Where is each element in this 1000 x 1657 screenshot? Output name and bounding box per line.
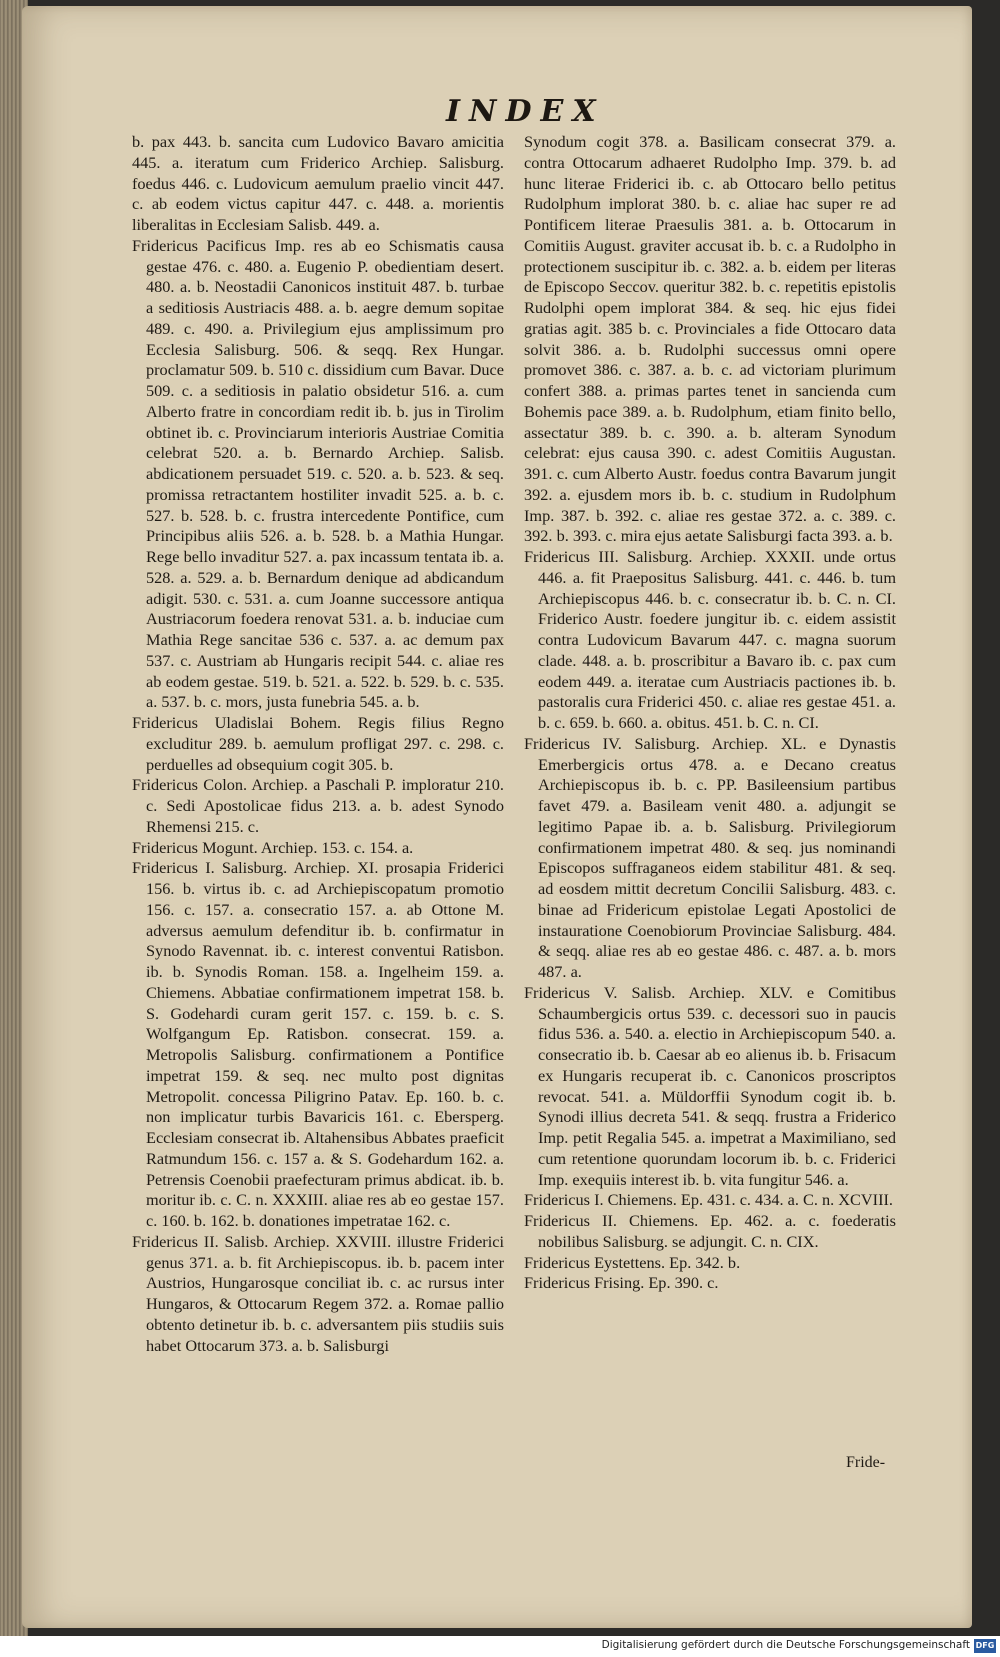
digitization-footer	[0, 1636, 1000, 1657]
catchword: Fride-	[846, 1454, 886, 1471]
index-entry: Fridericus IV. Salisburg. Archiep. XL. e Dynastis Emerbergicis ortus 478. a. e Decano creatus Archiepiscopus ib. b. c. PP. Basileensium partibus favet 479. a. Basileam venit 480. a. adjungit se legitimo Papae ib. a. b. Salisburg. Privilegiorum confirmationem impetrat 480. & seq. jus nominandi Episcopos suffraganeos eidem stabilitur 481. & seq. ad eosdem mittit decretum Concilii Salisburg. 483. c. binae ad Fridericum epistolae Legati Apostolici de instauratione Coenobiorum Provinciae Salisburg. 484. & seqq. aliae res ab eo gestae 486. c. 487. a. b. mors 487. a.	[524, 733, 896, 981]
index-entry: Fridericus II. Chiemens. Ep. 462. a. c. foederatis nobilibus Salisburg. se adjungit. C. n. CIX.	[524, 1211, 896, 1251]
index-entry: Fridericus Pacificus Imp. res ab eo Schismatis causa gestae 476. c. 480. a. Eugenio P. obedientiam desert. 480. a. b. Neostadii Canonicos instituit 487. b. turbae a seditiosis Austriacis 488. a. b. aegre demum sopitae 489. c. 490. a. Privilegium ejus amplissimum pro Ecclesia Salisburg. 506. & seqq. Rex Hungar. proclamatur 509. b. 510 c. dissidium cum Bavar. Duce 509. c. a seditiosis in palatio obsidetur 516. a. cum Alberto fratre in concordiam redit ib. b. jus in Tirolim obtinet ib. c. Provinciarum interioris Austriae Comitia celebrat 520. a. b. Bernardo Archiep. Salisb. abdicationem persuadet 519. c. 520. a. b. 523. & seq. promissa retractantem hostiliter invadit 525. a. b. c. 527. b. 528. b. c. frustra intercedente Pontifice, cum Principibus aliis 526. a. b. 528. b. a Mathia Hungar. Rege bello invaditur 527. a. pax incassum tentata ib. a. 528. a. 529. a. b. Bernardum denique ad abdicandum adigit. 530. c. 531. a. cum Joanne successore antiqua Austriacorum foedera renovat 531. a. b. induciae cum Mathia Rege sancitae 536 c. 537. a. ac demum pax 537. c. Austriam ab Hungaris recipit 544. c. aliae res ab eodem gestae. 519. b. 521. a. 522. b. 529. b. c. 535. a. 537. b. c. mors, justa funebria 545. a. b.	[132, 235, 504, 712]
index-entry: Fridericus Eystettens. Ep. 342. b.	[524, 1252, 741, 1272]
index-entry: Fridericus II. Salisb. Archiep. XXVIII. illustre Friderici genus 371. a. b. fit Archiepiscopus. ib. b. pacem inter Austrios, Hungarosque conciliat ib. c. ac rursus inter Hungaros, & Ottocarum Regem 372. a. Romae pallio obtento detinetur ib. b. c. adversantem piis studiis suis habet Ottocarum 373. a. b. Salisburgi	[132, 1231, 504, 1355]
index-entry: Fridericus Frising. Ep. 390. c.	[524, 1273, 719, 1293]
index-entry: Fridericus I. Chiemens. Ep. 431. c. 434. a. C. n. XCVIII.	[524, 1190, 893, 1210]
index-entry: Fridericus Mogunt. Archiep. 153. c. 154. a.	[132, 837, 414, 857]
index-entry: Fridericus Uladislai Bohem. Regis filius Regno excluditur 289. b. aemulum profligat 297. c. 298. c. perduelles ad obsequium cogit 305. b.	[132, 713, 504, 774]
footer-credit: Digitalisierung gefördert durch die Deutsche Forschungsgemeinschaft	[601, 1639, 970, 1651]
running-header: INDEX	[446, 94, 605, 129]
index-entry: Fridericus III. Salisburg. Archiep. XXXII. unde ortus 446. a. fit Praepositus Salisburg. 441. c. 446. b. tum Archiepiscopus 446. b. c. consecratur ib. b. C. n. CI. Friderico Austr. foedere jungitur ib. c. eidem assistit contra Ludovicum Bavarum 447. c. magna suorum clade. 448. a. b. proscribitur a Bavaro ib. c. pax cum eodem 449. a. iteratae cum Austriacis pactiones ib. b. pastoralis cura Friderici 450. c. aliae res gestae 451. a. b. c. 659. b. 660. a. obitus. 451. b. C. n. CI.	[524, 547, 896, 732]
index-entry: Fridericus V. Salisb. Archiep. XLV. e Comitibus Schaumbergicis ortus 539. c. decessori suo in paucis fidus 536. a. 540. a. electio in Archiepiscopum 540. a. consecratio ib. b. Caesar ab eo alienus ib. b. Frisacum ex Hungaris recuperat ib. c. Canonicos proscriptos revocat. 541. a. Müldorffii Synodum cogit ib. b. Synodi illius decreta 541. & seqq. frustra a Friderico Imp. petit Regalia 545. a. impetrat a Maximiliano, sed cum retentione quorundam locorum ib. b. c. Friderici Imp. exequiis interest ib. b. vita fungitur 546. a.	[524, 982, 896, 1189]
index-entry-continuation: Synodum cogit 378. a. Basilicam consecrat 379. a. contra Ottocarum adhaeret Rudolpho Imp. 379. b. ad hunc literae Friderici ib. c. ab Ottocaro bello petitus Rudolphum implorat 380. b. c. aliae hac super re ad Pontificem literae Praesulis 381. a. b. Ottocarum in Comitiis August. graviter accusat ib. b. c. a Rudolpho in protectionem suscipitur ib. c. 382. a. b. eidem per literas de Episcopo Seccov. queritur 382. b. c. repetitis epistolis Rudolphi opem implorat 384. & seq. hic ejus fidei gratias agit. 385 b. c. Provinciales a fide Ottocaro data solvit 386. a. b. Rudolphi successus omni opere promovet 386. c. 387. a. b. c. ad victoriam plurimum confert 388. a. primas partes tenet in sancienda cum Bohemis pace 389. a. b. Rudolphum, etiam finito bello, assectatur 389. b. c. 390. a. b. alteram Synodum celebrat: ejus causa 390. c. adest Comitiis Augustan. 391. c. cum Alberto Austr. foedus contra Bavarum jungit 392. a. ejusdem mors ib. b. c. studium in Rudolphum Imp. 387. b. 392. c. aliae res gestae 372. a. c. 389. c. 392. b. 393. c. mira ejus aetate Salisburgi facta 393. a. b.	[524, 132, 896, 546]
index-entry: Fridericus Colon. Archiep. a Paschali P. imploratur 210. c. Sedi Apostolicae fidus 213. a. b. adest Synodo Rhemensi 215. c.	[132, 775, 504, 836]
index-column-left	[132, 132, 504, 1356]
index-entry: Fridericus I. Salisburg. Archiep. XI. prosapia Friderici 156. b. virtus ib. c. ad Archiepiscopatum promotio 156. c. 157. a. consecratio 157. a. ab Ottone M. adversus aemulum defenditur ib. b. confirmatur in Synodo Ravennat. ib. c. interest conventui Ratisbon. ib. b. Synodis Roman. 158. a. Ingelheim 159. a. Chiemens. Abbatiae confirmationem impetrat 158. b. S. Godehardi curam gerit 157. c. 159. b. c. S. Wolfgangum Ep. Ratisbon. consecrat. 159. a. Metropolis Salisburg. confirmationem a Pontifice impetrat 159. & seq. nec multo post dignitas Metropolit. concessa Piligrino Patav. Ep. 160. b. c. non implicatur turbis Bavaricis 161. c. Ebersperg. Ecclesiam consecrat ib. Altahensibus Abbates praeficit Ratmundum 156. c. 157 a. & S. Godehardum 162. a. Petrensis Coenobii praefecturam primus abdicat. ib. b. moritur ib. c. C. n. XXXIII. aliae res ab eo gestae 157. c. 160. b. 162. b. donationes impetratae 162. c.	[132, 858, 504, 1230]
dfg-logo-icon: DFG	[974, 1639, 996, 1653]
index-column-right	[524, 132, 896, 1294]
index-entry-continuation: b. pax 443. b. sancita cum Ludovico Bavaro amicitia 445. a. iteratum cum Friderico Archiep. Salisburg. foedus 446. c. Ludovicum aemulum praelio vincit 447. c. ab eodem victus capitur 447. c. 448. a. morientis liberalitas in Ecclesiam Salisb. 449. a.	[132, 132, 504, 234]
